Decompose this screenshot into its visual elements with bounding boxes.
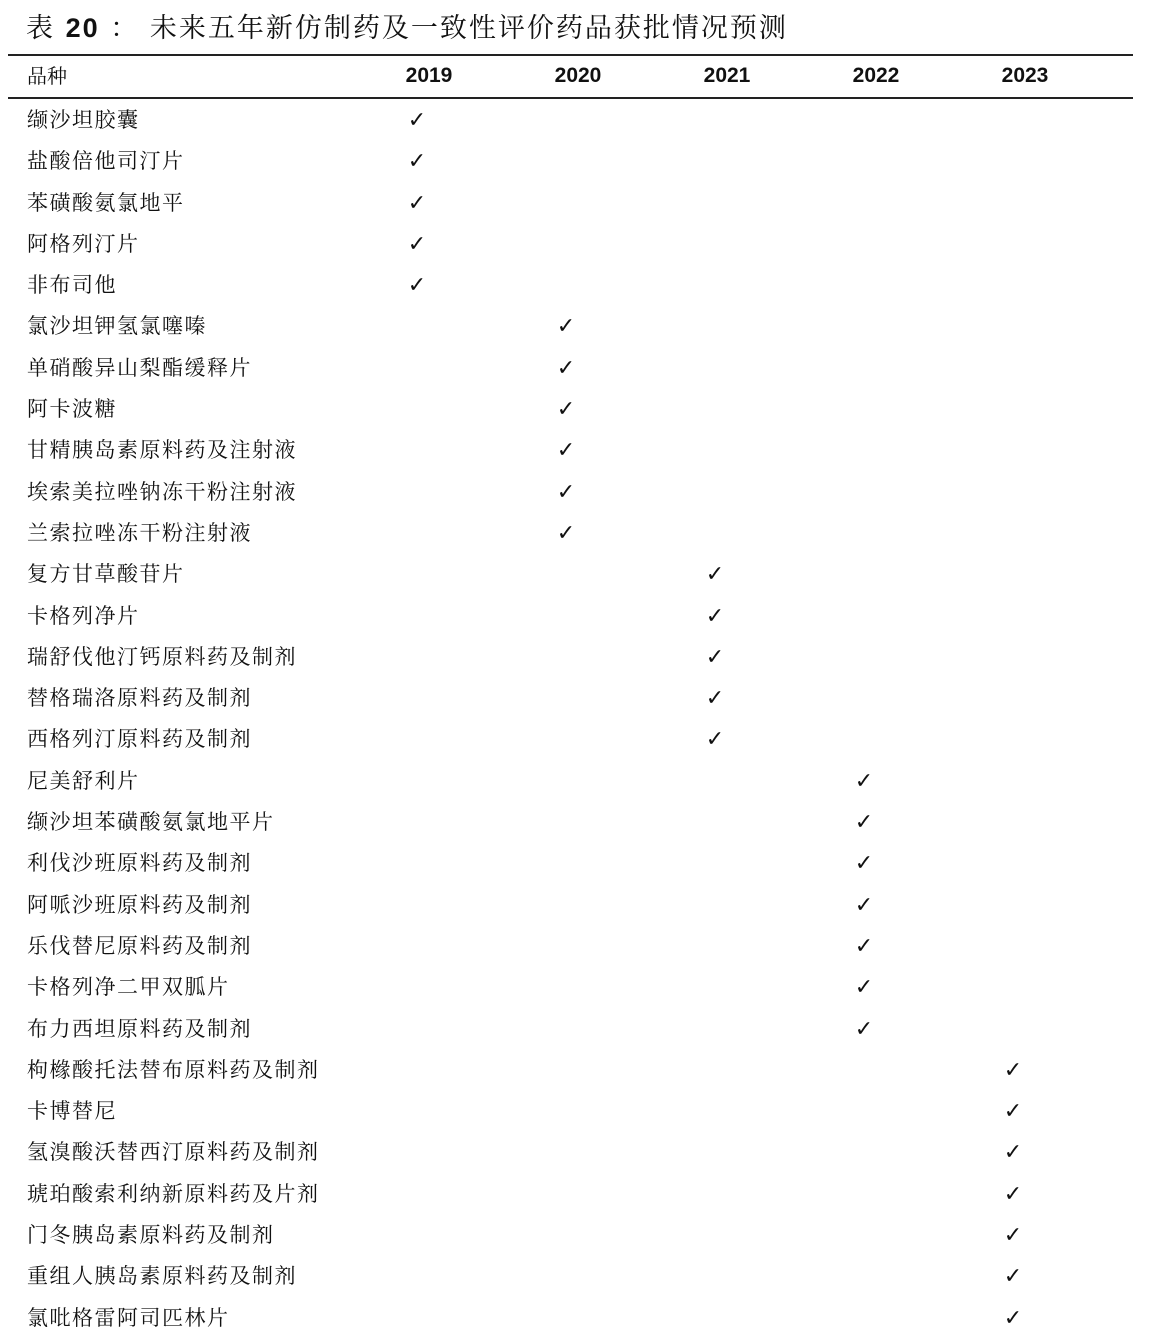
check-mark-icon: ✓ <box>1003 1264 1023 1290</box>
check-mark-icon: ✓ <box>407 149 427 175</box>
table-row <box>0 1050 1150 1091</box>
column-header-2023: 2023 <box>1001 64 1049 87</box>
drug-name: 替格瑞洛原料药及制剂 <box>27 686 252 711</box>
drug-name: 氯吡格雷阿司匹林片 <box>27 1305 230 1330</box>
table-row <box>0 1132 1150 1173</box>
drug-name: 枸橼酸托法替布原料药及制剂 <box>27 1057 320 1082</box>
drug-name: 盐酸倍他司汀片 <box>27 149 185 174</box>
table-row <box>0 761 1150 802</box>
column-header-2019: 2019 <box>405 64 453 87</box>
check-mark-icon: ✓ <box>556 314 576 340</box>
table-row <box>0 224 1150 265</box>
drug-name: 复方甘草酸苷片 <box>27 562 185 587</box>
column-header-2021: 2021 <box>703 64 751 87</box>
title-prefix: 表 <box>26 13 55 44</box>
table-row <box>0 389 1150 430</box>
table-row <box>0 1298 1150 1339</box>
title-number: 20 <box>65 13 100 43</box>
drug-name: 卡博替尼 <box>27 1099 117 1124</box>
check-mark-icon: ✓ <box>854 810 874 836</box>
drug-name: 尼美舒利片 <box>27 768 140 793</box>
drug-name: 缬沙坦胶囊 <box>27 108 140 132</box>
table-row <box>0 472 1150 513</box>
drug-name: 卡格列净二甲双胍片 <box>27 975 230 1000</box>
table-row <box>0 141 1150 182</box>
check-mark-icon: ✓ <box>705 686 725 712</box>
check-mark-icon: ✓ <box>556 479 576 505</box>
table-body <box>0 100 1150 1339</box>
check-mark-icon: ✓ <box>854 768 874 794</box>
drug-name: 阿卡波糖 <box>27 397 117 422</box>
table-row <box>0 183 1150 224</box>
table-title <box>26 6 788 45</box>
drug-name: 缬沙坦苯磺酸氨氯地平片 <box>27 810 275 835</box>
check-mark-icon: ✓ <box>556 397 576 423</box>
drug-name: 利伐沙班原料药及制剂 <box>27 851 252 876</box>
drug-name: 门冬胰岛素原料药及制剂 <box>27 1223 275 1248</box>
title-text: 未来五年新仿制药及一致性评价药品获批情况预测 <box>149 13 788 44</box>
check-mark-icon: ✓ <box>407 190 427 216</box>
table-row <box>0 719 1150 760</box>
table-row <box>0 306 1150 347</box>
table-row <box>0 637 1150 678</box>
check-mark-icon: ✓ <box>705 727 725 753</box>
check-mark-icon: ✓ <box>854 1016 874 1042</box>
drug-name: 琥珀酸索利纳新原料药及片剂 <box>27 1181 320 1206</box>
check-mark-icon: ✓ <box>407 273 427 299</box>
drug-name: 西格列汀原料药及制剂 <box>27 727 252 752</box>
table-row <box>0 348 1150 389</box>
table-row <box>0 678 1150 719</box>
check-mark-icon: ✓ <box>705 603 725 629</box>
table-row <box>0 265 1150 306</box>
drug-name: 甘精胰岛素原料药及注射液 <box>27 438 297 463</box>
table-row <box>0 802 1150 843</box>
drug-name: 埃索美拉唑钠冻干粉注射液 <box>27 479 297 504</box>
drug-name: 氢溴酸沃替西汀原料药及制剂 <box>27 1140 320 1165</box>
check-mark-icon: ✓ <box>1003 1223 1023 1249</box>
table-row <box>0 843 1150 884</box>
table-row <box>0 926 1150 967</box>
table-row <box>0 554 1150 595</box>
title-separator: ： <box>110 13 140 44</box>
check-mark-icon: ✓ <box>556 520 576 546</box>
table-row <box>0 1215 1150 1256</box>
drug-name: 瑞舒伐他汀钙原料药及制剂 <box>27 644 297 669</box>
drug-name: 阿哌沙班原料药及制剂 <box>27 892 252 917</box>
check-mark-icon: ✓ <box>1003 1057 1023 1083</box>
table-row <box>0 1009 1150 1050</box>
table-row <box>0 100 1150 141</box>
table-row <box>0 967 1150 1008</box>
drug-name: 卡格列净片 <box>27 603 140 628</box>
check-mark-icon: ✓ <box>705 644 725 670</box>
check-mark-icon: ✓ <box>1003 1140 1023 1166</box>
column-header-2022: 2022 <box>852 64 900 87</box>
table-row <box>0 1256 1150 1297</box>
check-mark-icon: ✓ <box>1003 1181 1023 1207</box>
check-mark-icon: ✓ <box>705 562 725 588</box>
check-mark-icon: ✓ <box>556 438 576 464</box>
drug-name: 苯磺酸氨氯地平 <box>27 190 185 215</box>
drug-name: 布力西坦原料药及制剂 <box>27 1016 252 1041</box>
check-mark-icon: ✓ <box>854 892 874 918</box>
drug-name: 非布司他 <box>27 273 117 298</box>
column-header-2020: 2020 <box>554 64 602 87</box>
header-rule <box>8 97 1133 99</box>
check-mark-icon: ✓ <box>854 933 874 959</box>
drug-name: 兰索拉唑冻干粉注射液 <box>27 520 252 545</box>
check-mark-icon: ✓ <box>854 975 874 1001</box>
drug-name: 单硝酸异山梨酯缓释片 <box>27 355 252 380</box>
column-header-variety: 品种 <box>27 64 67 88</box>
check-mark-icon: ✓ <box>854 851 874 877</box>
table-row <box>0 1091 1150 1132</box>
check-mark-icon: ✓ <box>1003 1099 1023 1125</box>
table-row <box>0 430 1150 471</box>
drug-name: 重组人胰岛素原料药及制剂 <box>27 1264 297 1289</box>
table-row <box>0 513 1150 554</box>
drug-name: 氯沙坦钾氢氯噻嗪 <box>27 314 207 339</box>
drug-name: 阿格列汀片 <box>27 231 140 256</box>
table-row <box>0 596 1150 637</box>
check-mark-icon: ✓ <box>407 231 427 257</box>
table-row <box>0 885 1150 926</box>
check-mark-icon: ✓ <box>1003 1305 1023 1331</box>
drug-name: 乐伐替尼原料药及制剂 <box>27 933 252 958</box>
check-mark-icon: ✓ <box>556 355 576 381</box>
check-mark-icon: ✓ <box>407 108 427 133</box>
table-row <box>0 1174 1150 1215</box>
table-header <box>0 54 1150 98</box>
